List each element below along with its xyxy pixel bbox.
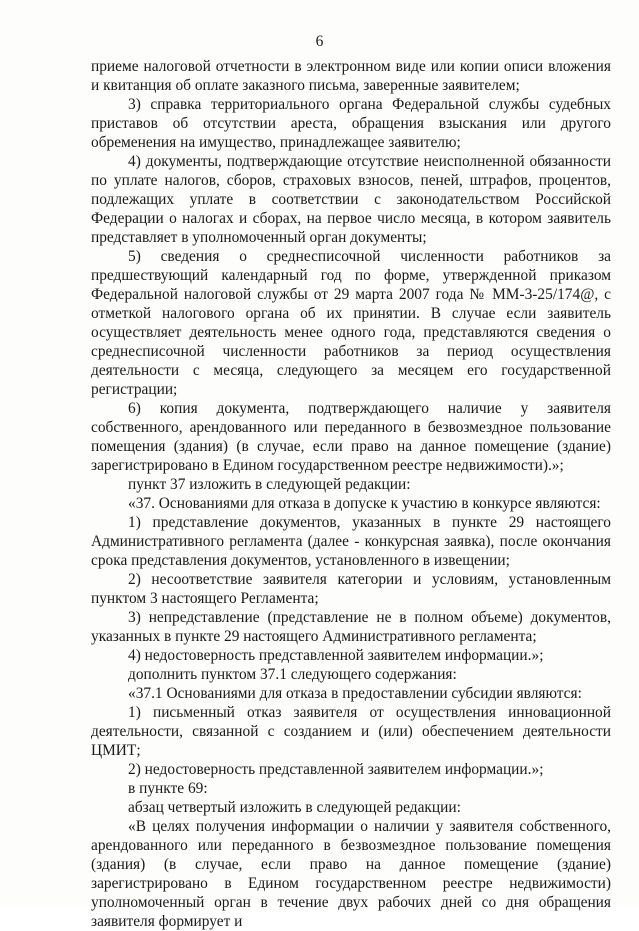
paragraph-clause-37-1-item-2: 2) недостоверность представленной заявителем информации.»; [128,761,544,778]
paragraph-clause-37-1: «37.1 Основаниями для отказа в предоставлении субсидии являются: [128,685,582,702]
paragraph-clause-37-1-intro: дополнить пунктом 37.1 следующего содержания: [128,666,457,683]
paragraph-clause-37-item-2: 2) несоответствие заявителя категории и условиям, установленным пунктом 3 настоящего Регламента; [91,571,611,607]
paragraph-clause-37: «37. Основаниями для отказа в допуске к участию в конкурсе являются: [128,495,601,512]
paragraph-clause-69-intro: в пункте 69: [128,780,208,797]
paragraph-clause-37-item-1: 1) представление документов, указанных в пункте 29 настоящего Административного регламента (далее - конкурсная заявка), после окончания срока представления документов, установленного в извещении; [91,514,611,569]
paragraph-clause-37-item-4: 4) недостоверность представленной заявителем информации.»; [128,647,544,664]
paragraph-continuation: приеме налоговой отчетности в электронном виде или копии описи вложения и квитанция об оплате заказного письма, заверенные заявителем; [91,58,611,94]
paragraph-item-6: 6) копия документа, подтверждающего наличие у заявителя собственного, арендованного или переданного в безвозмездное пользование помещения (здания) (в случае, если право на данное помещение (здание) зарегистрировано в Едином государственном реестре недвижимости).»; [91,400,611,474]
paragraph-item-5: 5) сведения о среднесписочной численности работников за предшествующий календарный год по форме, утвержденной приказом Федеральной налоговой службы от 29 марта 2007 года № ММ-3-25/174@, с отметкой налогового органа об их принятии. В случае если заявитель осуществляет деятельность менее одного года, представляются сведения о среднесписочной численности работников за период осуществления деятельности с месяца, следующего за месяцем его государственной регистрации; [91,248,611,398]
document-body [91,57,611,931]
paragraph-clause-37-1-item-1: 1) письменный отказ заявителя от осуществления инновационной деятельности, связанной с созданием и (или) обеспечением деятельности ЦМИТ; [91,704,611,759]
paragraph-clause-37-intro: пункт 37 изложить в следующей редакции: [128,476,411,493]
paragraph-clause-69-subintro: абзац четвертый изложить в следующей редакции: [128,799,461,816]
paragraph-clause-69-text: «В целях получения информации о наличии у заявителя собственного, арендованного или переданного в безвозмездное пользование помещения (здания) (в случае, если право на данное помещение (здание) зарегистрировано в Едином государственном реестре недвижимости) уполномоченный орган в течение двух рабочих дней со дня обращения заявителя формирует и [91,818,611,930]
page-number: 6 [315,33,324,50]
paragraph-clause-37-item-3: 3) непредставление (представление не в полном объеме) документов, указанных в пункте 29 настоящего Административного регламента; [91,609,611,645]
paragraph-item-3: 3) справка территориального органа Федеральной службы судебных приставов об отсутствии ареста, обращения взыскания или другого обременения на имущество, принадлежащее заявителю; [91,96,611,151]
paragraph-item-4: 4) документы, подтверждающие отсутствие неисполненной обязанности по уплате налогов, сборов, страховых взносов, пеней, штрафов, процентов, подлежащих уплате в соответствии с законодательством Российской Федерации о налогах и сборах, на первое число месяца, в котором заявитель представляет в уполномоченный орган документы; [91,153,611,246]
